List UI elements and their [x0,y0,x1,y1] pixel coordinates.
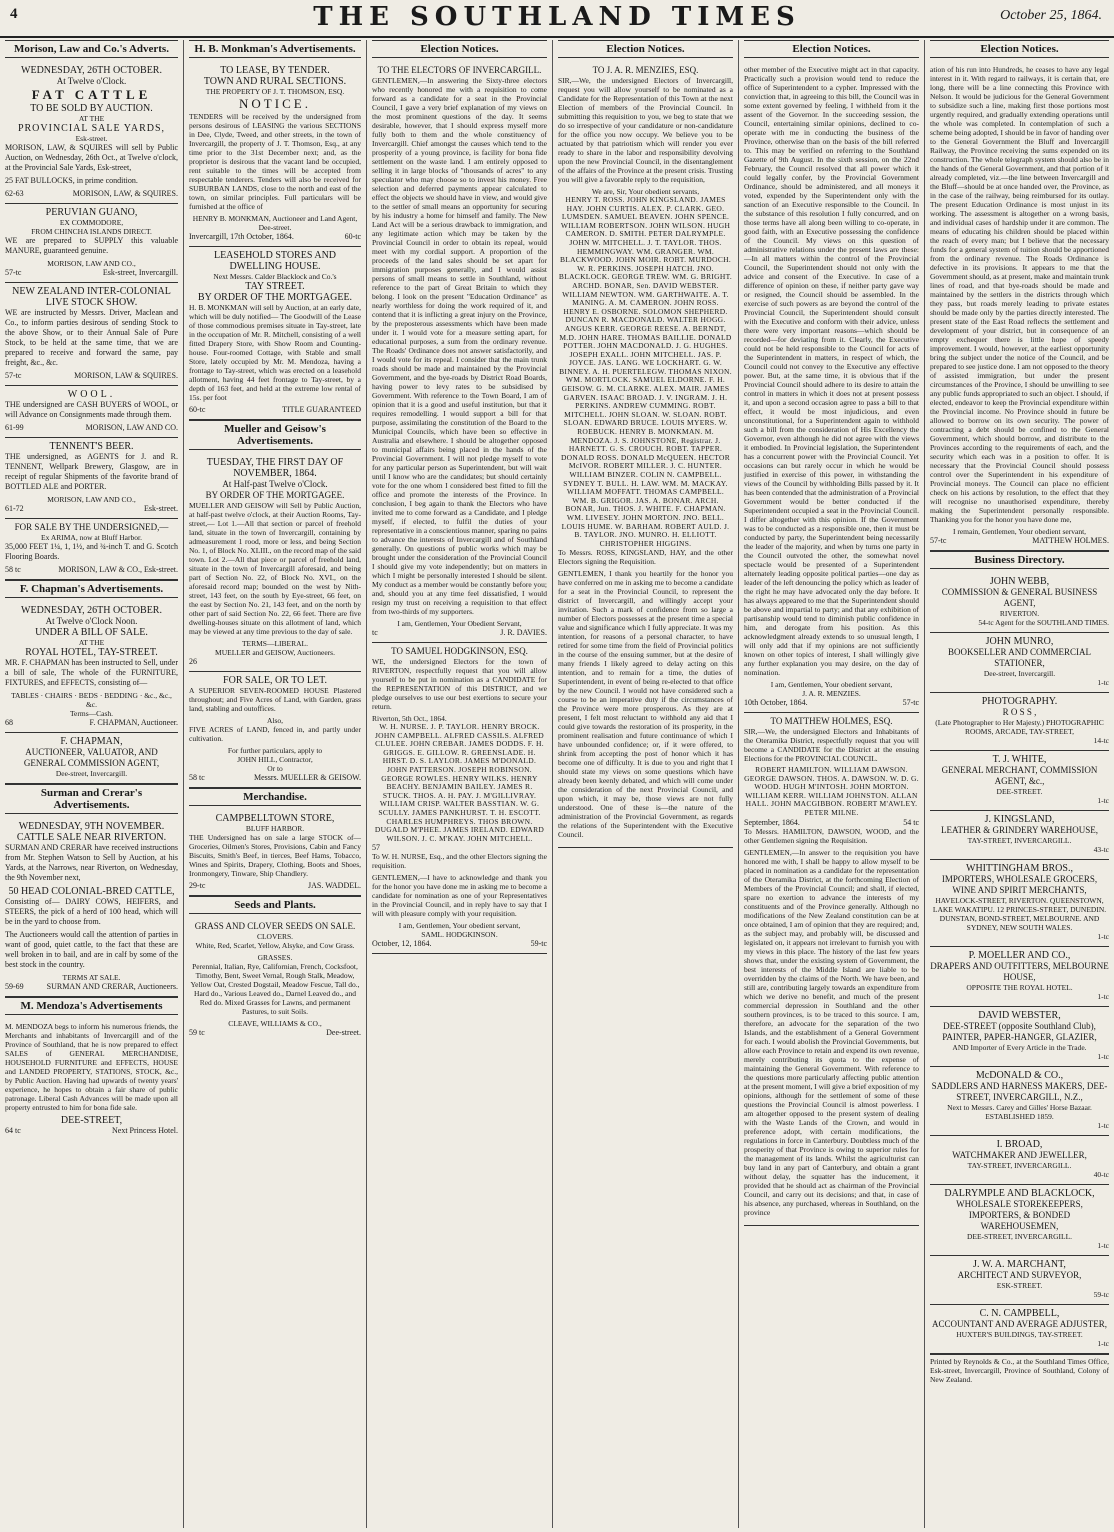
notice-title: TO SAMUEL HODGKINSON, ESQ. [391,646,528,656]
signatory-list: ROBERT HAMILTON. WILLIAM DAWSON. GEORGE DAWSON. THOS. A. DAWSON. W. D. G. WOOD. HUGH M'INTOSH. JOHN MORTON. WILLIAM KERR. WILLIAM JOHNSTON. ALLAN HALL. JOHN MACGIBBON. ROBERT M'AWLEY. PETER MILNE. [744,765,919,817]
advert-ref: 60-tc TITLE GUARANTEED [189,405,361,414]
notice-body: other member of the Executive might act in that capacity. Practically such a provision would tend to reduce the office of Superintendent to a cypher. Impressed with the conviction that, in agreeing to this bill, the Council was in some extent governed by feeling, I withheld from it the assent of the Governor. In the succeeding session, the Council, entertaining similar opinions, declined to co-operate with me in conducting the business of the Province, otherwise than on the basis of the bill referred to. This may be verified on referring to the Southland Gazette of 9th August. In the sixth session, on the 22nd February, the Council resolved that all power which it could legally confer, by the Provincial Government Ordinance, should be administered, and all moneys it voted, expended by the Superintendent only with the sanction of an Executive responsible to the Council. In the substance of this resolution I fully concurred, and on those terms have all along been willing to co-operate, in good faith, with an Executive possessing the confidence of the Council. My views on this question of administrative relations under the present laws are these:—In all matters within the control of the Provincial Council, the Superintendent should not only with the advice and consent of the Executive. In case of a difference of opinion on these, if neither party gave way or resigned, the Council should be assembled. In the exercise of such powers as are beyond the control of the Provincial Council, the Superintendent should consult with the Executive and conform with their advice, unless there were very important reasons—which should be recorded—for deviating from it. Clearly, the Executive could not be held responsible to the Council for acts of the Superintendent in matters, in respect of which, the Council could not convey to the Executive any effective power. But, at the same time, it is obvious that if the Provincial Council should adhere to its desire to attain the control in matters in which it does not at present possess it, and upon a second occasion agree to pass a bill to that effect, it would be most injudicious, and even unconstitutional, for a Superintendent again to withhold such a bill from the consideration of His Excellency the Governor, even although he did not agree with the views it embodied. In Provincial legislation, the Superintendent has a concurrent power with the Provincial Council. Yet occasions can but rarely occur in which he would be justified in exercise of this power, in withstanding the views of the Council by withholding Bills passed by it. It has been contended that the administration of a Provincial Government would be better conducted if the Superintendent occupied a seat in the Provincial Council. I differ altogether with this opinion. If the Government was to be conducted as a responsible one, then it must be conducted by party, the Superintendent being necessarily the leader of the majority, and when by turns one party in the Council outvoted the other, the somewhat novel spectacle would be presented of a Superintendent alternately leading opposite political parties—one day as leader of the left denouncing the policy which as leader of the right he may have advocated only the day before. It has always appeared to me that the Superintendent should be above and impartial to party; and that any exhibition of partisanship would tend to diminish public confidence in him, and derogate from his position. As this acknowledgment already extends to so unusual length, I will only add that if my opinions are not sufficiently known on other topics of interest, I shall willingly give any further explanation you may desire, on the day of nomination. [744,65,919,677]
advert-headline: FAT CATTLE [31,87,152,102]
section-header: Election Notices. [372,40,547,58]
notice-body: SIR,—We, the undersigned Electors of Invercargill, request you will allow yourself to be nominated as a Candidate for the Representation of this Town at the next Election of members of the Provincial Council. In submitting this requisition to you, we beg to state that we do so irrespective of your candidature or non-candidature for the office you now occupy. We believe you to be actuated by that patriotism which will render you ever ready to share in the labor and responsibility devolving upon the new Provincial Council, in the disentanglement of the affairs of the Province at the present crisis. Trusting you will give a favorable reply to the requisition, [558,76,733,184]
notice-signature: 57-tc MATTHEW HOLMES. [930,536,1109,545]
directory-entry [930,860,1109,947]
notice-ref: 57 [372,843,380,853]
entry-name: JOHN WEBB, [989,576,1050,587]
advert-clovers-list: White, Red, Scarlet, Yellow, Alsyke, and Cow Grass. [195,941,355,950]
sale-date: WEDNESDAY, 26TH OCTOBER. [21,65,162,76]
entry-description: DEE-STREET (opposite Southland Club), PAINTER, PAPER-HANGER, GLAZIER, [942,1021,1097,1042]
notice-to: To W. H. NURSE, Esq., and the other Electors signing the requisition. [372,852,547,871]
advert-ref: 64 tc Next Princess Hotel. [5,1126,178,1135]
directory-entry [930,751,1109,811]
column-3 [367,40,553,1528]
entry-description: COMMISSION & GENERAL BUSINESS AGENT, [941,587,1098,608]
advert-ref: 62-63 MORISON, LAW, & SQUIRES. [5,189,178,198]
masthead [0,0,1114,38]
section-header: Mueller and Geisow's Advertisements. [189,420,361,450]
column-6 [925,40,1114,1528]
advert-title: LEASEHOLD STORES AND DWELLING HOUSE. [213,250,337,272]
advert-ref: 59-69 SURMAN AND CRERAR, Auctioneers. [5,982,178,991]
entry-location: AND Importer of Every Article in the Trade. [952,1043,1087,1052]
sale-date: WEDNESDAY, 26TH OCTOBER. [21,605,162,616]
entry-name: WHITTINGHAM BROS., [966,863,1073,874]
section-header: Morison, Law and Co.'s Adverts. [5,40,178,58]
holmes-reply-continued [930,62,1109,551]
notice-close: I am, Gentlemen, Your obedient servant, [398,921,521,931]
advert-body: MUELLER AND GEISOW will Sell by Public Auction, at half-past twelve o'clock, at their Auction Rooms, Tay-street,— Lot 1.—All that section or parcel of freehold land, situate in the town of Invercargill, containing by admeasurement 1 rood, more or less, and being Section No. 1, of Block No. XLIII., on the record map of the said town. Lot 2.—All that piece or parcel of freehold land, situate in the town of Invercargill aforesaid, and being part of Section No. 22, of Block No. XVI., on the aforesaid record map; bounded on the west by Nith-street, 143 feet, on the south by Eye-street, 66 feet, on the east by Section No. 21, 143 feet, and on the north by other part of said Section No. 22, 66 feet. There are five dwelling-houses situate on this allotment of land, which may be viewed at any time previous to the day of sale. [189,501,361,636]
entry-description: ACCOUNTANT AND AVERAGE ADJUSTER, [932,1319,1107,1329]
advert-item: 25 FAT BULLOCKS, in prime condition. [5,176,138,185]
advert-body: A SUPERIOR SEVEN-ROOMED HOUSE Plastered throughout; and Five Acres of Land, with Garden, grass land, stabling and outoffices. [189,686,361,713]
advert-location: Next Messrs. Calder Blacklock and Co.'s [213,272,337,281]
menzies-reply-continued [744,62,919,713]
notice-reply: GENTLEMEN,—In answer to the requisition you have honored me with, I shall be happy to allow myself to be placed in nomination as a candidate for the representation of the Oteramika District, at the forthcoming Election of Members of the Provincial Council; and shall, if elected, spare no exertion to advance the interests of my constituents and of the Province generally. Although no modifications of the New Zealand constitution can be at once obtained, I am of opinion that they are required; and, as the subject may, and probably will, be discussed and legislated on, it appears not irrelevant to furnish you with my views in this place. The history of the last few years shows that, under the existing system of Government, the best interests of the Middle Island are liable to be overridden by the claims of the North. We have been, and still are, contributing largely towards an expenditure from which we derive no benefit, and much of the present commercial depression in Southland and the other southern provinces, is to be traced to this source. I am, therefore, an advocate for the separation of the two Islands, and the establishment of a General Government for each. I would abolish the Provincial Governments, but allow each Province to retain and expend its own revenue, merely contributing its quota to the expense of maintaining the General Government. With reference to the questions more particularly affecting public attention at the present moment, I will give a brief exposition of my opinions, although for the settlement of some of these questions the Provincial Council is almost powerless. I am altogether opposed to the present system of dealing with the Waste Lands of the Crown, and would in preference adopt, with certain modifications, the regulations in force in Canterbury. Doubtless much of the prosperity of that Province is owing to superior rules for the management of its lands. Whilst the agriculturist can buy land in any part of Canterbury, and obtain a grant without delay, the squatter has the inducement, it provided that he should act as chairman of the Provincial Council, and carry out its decisions; and that, in case of his absence, any purchased, whereas in Southland, on the province [744,847,919,1217]
entry-location: Next to Messrs. Carey and Gilles' Horse Bazaar. ESTABLISHED 1859. [947,1103,1092,1121]
column-4 [553,40,739,1528]
advert-consisting: Consisting of— DAIRY COWS, HEIFERS, and STEERS, the pick of a herd of 100 head, which will be in the yard to choose from. [5,897,178,926]
advert-ref: 61-99 MORISON, LAW AND CO. [5,423,178,432]
entry-description: SADDLERS AND HARNESS MAKERS, DEE-STREET, INVERCARGILL, N.Z., [931,1081,1108,1102]
campbelltown-advert [189,810,361,896]
advert-body: M. MENDOZA begs to inform his numerous friends, the Merchants and inhabitants of Invercargill and of the Province of Southland, that he is now prepared to effect SALES of GENERAL MERCHANDISE, HOUSEHOLD FURNITURE and EFFECTS, HOUSE and LANDED PROPERTY, STATIONS, STOCK, &c., by Public Auction. Having had upwards of twenty years' experience, he hopes to obtain a fair share of public patronage. Liberal Cash Advances will be made upon all property entrusted to him for bona fide sale. [5,1022,178,1112]
mueller-geisow-advert [189,454,361,672]
advert-title: CATTLE SALE NEAR RIVERTON. [16,832,167,843]
section-header: Seeds and Plants. [189,896,361,914]
entry-location: DEE-STREET. [996,787,1043,796]
entry-description: WATCHMAKER AND JEWELLER, [952,1150,1087,1160]
advert-name: F. CHAPMAN, [60,736,123,747]
entry-name: DALRYMPLE AND BLACKLOCK, [944,1188,1095,1199]
advert-ref: 59 tc Dee-street. [189,1028,361,1037]
wool-advert [5,386,178,438]
section-header: M. Mendoza's Advertisements [5,997,178,1015]
advert-firm: MORISON, LAW AND CO., [47,259,136,268]
for-sale-advert [189,672,361,788]
advert-ref: 68 F. CHAPMAN, Auctioneer. [5,718,178,727]
advert-body: H. B. MONKMAN will sell by Auction, at an early date, which will be duly notified— The Goodwill of the Lease of those commodious premises situate in Tay-street, late in the occupation of Mr. R. Mitchell, consisting of a well fitted Drapery Store, with Show Room and Counting-house. Four-roomed Cottage, with Stable and small Store, lately occupied by Mr. M. Mendoza, having a frontage to Tay-street, which was erected on a leasehold allotment, having 44 feet frontage to Tay-street, by a depth of 163 feet, and held at the extreme low rental of 15s. per foot [189,303,361,402]
chapman-card [5,733,178,784]
notice-ref: 10th October, 1864. 57-tc [744,698,919,707]
advert-body: THE undersigned are CASH BUYERS of WOOL, or will Advance on Consignments made through them. [5,400,178,419]
advert-venue: PROVINCIAL SALE YARDS, [17,123,166,134]
section-header: H. B. Monkman's Advertisements. [189,40,361,58]
notice-close: I am, Gentlemen, Your obedient servant, [770,680,893,689]
section-header: Election Notices. [558,40,733,58]
advert-order: BY ORDER OF THE MORTGAGEE. [205,490,345,500]
sale-time: At Twelve o'Clock. [56,76,127,86]
advert-ref: 57-tc Esk-street, Invercargill. [5,268,178,277]
seeds-advert [189,918,361,1042]
notice-body: ation of his run into Hundreds, he ceases to have any legal interest in it. With regard to railways, it is certain that, ere long, there will be a line connecting this Province with Nelson. It would be judicious for the General Government to subsidize such a line, making first those portions most urgently required, and gradually extending operations until the whole was completed. In contemplation of such a scheme being adopted, I should be in favor of handing over to the General Government the Bluff and Invercargill Railway, the Province receiving the sums expended on its construction. The whole telegraph system should also be in the hands of the General Government, and that portion of it already completed, viz.—the line between Invercargill and the Bluff—should be at once handed over, the Province, as in the case of the railway, being reimbursed for its outlay. The present Education Ordinance is most unjust in its working. The assessment is altogether on a wrong basis, and individual cases of hardship under it are common. The means of educating his children should be placed within the reach of every man; but I believe that the necessary funds for a general system of tuition should be apportioned from the ordinary revenue. The Roads Ordinance is defective in its provisions. It appears to me that the Government should, as at present, make and maintain trunk lines of road, and that bye-roads should be made and maintained by the settlers in the districts through which they pass, but roads merely leading to private estates should be made only by the parties directly interested. The present state of the East Road reflects the settlement and development of your district, but in consequence of an empty exchequer there is little hope of speedy improvement. I would, however, at the earliest opportunity bring the subject under the notice of the Council, and be prepared to see justice done. I am not opposed to the theory of assisted immigration, but under the present circumstances of the Province, I should be unwilling to see any public funds appropriated to such an object. I should, if elected, endeavor to keep the Provincial expenditure within the Provincial income. No Province should in future be allowed to borrow on its own security. The power of contracting a debt should be confined to the General Government, which should borrow, and distribute to the Provinces according to the requirements of each, and the security which each was in a position to offer. It is necessary that the Provincial Council should possess control over the Superintendent in his expenditure of Provincial moneys. The Council can place no efficient check on his actions by resolution, to the effect that they will recognise no unauthorised expenditure, thereby making the Superintendent personally responsible. Thanking you for the honor you have done me, [930,65,1109,524]
page-number: 4 [10,6,18,22]
column-5 [739,40,925,1528]
advert-signature: HENRY B. MONKMAN, Auctioneer and Land Agent, Dee-street. [192,214,358,232]
entry-name: DAVID WEBSTER, [978,1010,1061,1021]
advert-clovers: CLOVERS. [256,932,294,941]
fat-cattle-advert [5,62,178,204]
advert-address: DEE-STREET, [60,1115,123,1126]
advert-apply: For further particulars, apply to [227,746,323,755]
advert-origin: FROM CHINCHA ISLANDS DIRECT. [31,227,152,236]
directory-entry [930,633,1109,693]
notice-ref: October, 12, 1864. 59-tc [372,939,547,949]
notice-signature: tc J. R. DAVIES. [372,628,547,637]
entry-ref: 43-tc [1093,845,1109,854]
entry-ref: 1-tc [1097,932,1109,941]
advert-subhead: TOWN AND RURAL SECTIONS. [203,76,347,87]
advert-title: AUCTIONEER, VALUATOR, AND GENERAL COMMISSION AGENT, [23,747,160,768]
entry-name: I. BROAD, [996,1139,1043,1150]
advert-body: TENDERS will be received by the undersigned from persons desirous of LEASING the various SECTIONS in Dee, Clyde, Tweed, and other streets, in the town of Invercargill, the property of J. T. Thomson, Esq., at any time prior to the 31st December next; and, as the proprietor is desirous that the vacant land be occupied, rent suitable to the times will be accepted from respectable tenderers. Tenders will also be received for SUBURBAN LANDS, close to the north and east of the town, on similar principles. Full particulars will be furnished at the office of [189,112,361,211]
directory-entry [930,1007,1109,1067]
entry-location: TAY-STREET, INVERCARGILL. [967,836,1072,845]
business-directory [930,573,1109,1354]
surman-advert [5,818,178,997]
advert-acres: FIVE ACRES of LAND, fenced in, and partly under cultivation. [189,725,361,743]
holmes-requisition [744,713,919,1226]
entry-ref: 54-tc Agent for the SOUTHLAND TIMES. [978,618,1109,627]
notice-reply: GENTLEMEN,—I have to acknowledge and thank you for the honor you have done me in asking me to become a candidate for nomination as one of your Representatives in the Provincial Council, and in reply have to say that I will with pleasure comply with your requisition. [372,873,547,919]
entry-name: McDONALD & CO., [975,1070,1064,1081]
entry-name: J. W. A. MARCHANT, [973,1259,1066,1270]
advert-terms: TERMS AT SALE. [62,973,121,982]
advert-subhead: EX COMMODORE, [59,218,124,227]
advert-terms: Terms—Cash. [69,709,113,718]
entry-ref: 1-tc [1097,992,1109,1001]
directory-entry [930,811,1109,860]
entry-description: DRAPERS AND OUTFITTERS, MELBOURNE HOUSE, [930,961,1109,982]
advert-ref: 29-tc JAS. WADDEL. [189,881,361,890]
notice-title: TO J. A. R. MENZIES, ESQ. [592,65,699,75]
advert-items: TABLES · CHAIRS · BEDS · BEDDING · &c., &c., &c. [11,691,172,709]
entry-location: HUXTER'S BUILDINGS, TAY-STREET. [956,1330,1083,1339]
sale-date: WEDNESDAY, 9TH NOVEMBER. [18,821,165,832]
section-header: Surman and Crerar's Advertisements. [5,784,178,814]
advert-title: FOR SALE BY THE UNDERSIGNED,— [14,522,169,532]
livestock-show-advert [5,283,178,386]
advert-body: WE are prepared to SUPPLY this valuable MANURE, guaranteed genuine. [5,236,178,255]
entry-description: IMPORTERS, WHOLESALE GROCERS, WINE AND SPIRIT MERCHANTS, [941,874,1098,895]
entry-location: ESK-STREET. [996,1281,1043,1290]
section-header: F. Chapman's Advertisements. [5,580,178,598]
entry-description: ARCHITECT AND SURVEYOR, [957,1270,1082,1280]
advert-body: THE undersigned, as AGENTS for J. and R. TENNENT, Wellpark Brewery, Glasgow, are in receipt of regular Shipments of the favorite brand of BOTTLED ALE and PORTER. [5,452,178,491]
advert-body: THE Undersigned has on sale a large STOCK of— Groceries, Oilmen's Stores, Provisions, Cabin and Fancy Biscuits, Smith's Beef, in tierces, Beef Hams, Tobacco, Wines and Spirits, Drapery, Clothing, Boots and Shoes, Ironmongery, Tinware, Ship Chandlery. [189,833,361,878]
entry-ref: 1-tc [1097,1121,1109,1130]
advert-subhead: Ex ARIMA, now at Bluff Harbor. [41,533,142,542]
notice-signature: SAML. HODGKINSON. [421,930,498,940]
section-header: Election Notices. [930,40,1109,58]
entry-name: JOHN MUNRO, [985,636,1054,647]
signatory-list: W. H. NURSE. J. P. TAYLOR. HENRY BROCK. JOHN CAMPBELL. ALFRED CASSILS. ALFRED CLULEE. JOHN CREBAR. JAMES DODDS. F. H. GRIGGS. E. GILLOW. R. GREENSLADE. H. HIRST. D. S. LAYLOR. JAMES M'DONALD. JOHN PATTERSON. JOSEPH ROBINSON. GEORGE ROWLES. HENRY WILKS. HENRY BEACHY. BENJAMIN BAILEY. JAMES R. STUCK. THOS. A. H. PAY. J. M'GILLIVRAY. WILLIAM CRISP. WALTER BASSTIAN. W. G. SCULLY. JAMES PANKHURST. T. H. ESCOTT. CHARLES HUMPHREYS. THOS BROWN. DUGALD M'PHEE. JAMES IRELAND. EDWARD WILSON. J. C. M'KAY. JOHN MITCHELL. [374,722,545,843]
entry-name: PHOTOGRAPHY. [981,696,1058,707]
directory-entry [930,1067,1109,1136]
advert-street: TAY STREET. [245,281,305,292]
entry-ref: 1-tc [1097,1241,1109,1250]
entry-description: LEATHER & GRINDERY WAREHOUSE, [941,825,1098,835]
advert-title: TENNENT'S BEER. [49,441,134,452]
advert-firm: MORISON, LAW AND CO., [47,495,136,504]
advert-ref: 57-tc MORISON, LAW & SQUIRES. [5,371,178,380]
signatory-list: HENRY T. ROSS. JOHN KINGSLAND. JAMES HAY. JOHN CURTIS. ALEX. P. CLARK. GEO. LUMSDEN. SAMUEL BEAVEN. JOHN SPENCE. WILLIAM ROBERTSON. JOHN WILSON. HUGH CAMERON. D. SMITH. PETER DALRYMPLE. JOHN W. MITCHELL. J. T. TAYLOR. THOS. HEMMINGWAY. WM. GRANGER. WM. BLACKWOOD. JOHN MOIR. ROBT. MURDOCH. W. R. PERKINS. JOSEPH HATCH. JNO. BLACKLOCK. GEORGE TREW. WM. G. BRIGHT. ARCHD. BONAR, Sen. DAVID WEBSTER. WILLIAM NEWTON. WM. GARTHWAITE. A. T. MANING. A. M. CAMERON. JOHN ROSS. HENRY E. OSBORNE. SOLOMON SHEPHERD. DUNCAN R. MACDONALD. WALTER HOGG. ANGUS KERR. GEORGE REESE. A. BERNDT, M.D. JOHN HARE. THOMAS BAILLIE. DONALD POTTER. JOHN MACDONALD. J. G. HUGHES. JOSEPH EXALL. JOHN MITCHELL. JAS. P. JOYCE. JAS. LANG. WE LOCKHART. G. W. BINNEY. A. H. PUERTELEGW. THOMAS NIXON. WM. MORTLOCK. SAMUEL ELDORNE. F. H. GEISOW. G. M. CLARKE. ALEX. MAIR. JAMES GARVEN. ISAAC BROAD. J. V. INGRAM. J. H. PERKINS. ANDREW CUMMING. ROBT. MITCHELL. JOHN SLOAN. W. SLOAN. ROBT. SLOAN. EDWARD BRUCE. LOUIS MYERS. W. ROEBUCK. HENRY B. MONKMAN. M. MENDOZA. J. S. JOHNSTONE, Registrar. J. HARNETT. G. S. CROUCH. ROBT. TAPPER. DONALD ROSS. DONALD McQUEEN. HECTOR McIVOR. ROBERT MILLER. J. C. HUNTER. WILLIAM BINZER. COLIN N. CAMPBELL. SYDNEY T. BULL. H. LAW. WM. M. MACKAY. WILLIAM MOFFATT. THOMAS CAMPBELL. WM. B. GRIGOR. JAS. A. BONAR. ARCH. BONAR, Jun. THOS. J. WHITE. F. CHAPMAN. WM. LIVESEY. JOHN MORTON. JNO. BELL. LOUIS HUME. W. BARHAM. ROBERT AULD. J. B. TAYLOR. JNO. MUNRO. H. ELLIOTT. CHRISTOPHER HIGGINS. [558,195,733,548]
advert-firm: CLEAVE, WILLIAMS & CO., [228,1019,322,1028]
entry-ref: 1-tc [1097,678,1109,687]
directory-entry [930,1256,1109,1305]
leasehold-advert [189,247,361,420]
imprint: Printed by Reynolds & Co., at the Southland Times Office, Esk-street, Invercargill, Province of Southland, Colony of New Zealand. [930,1354,1109,1384]
notice-signature: J. A. R. MENZIES. [802,689,861,698]
advert-at: AT THE [78,114,105,123]
advert-subhead: BLUFF HARBOR. [245,824,305,833]
publication-date: October 25, 1864. [1000,8,1102,23]
advert-property: THE PROPERTY OF J. T. THOMSON, ESQ. [205,87,345,96]
advert-at: AT THE [78,638,105,647]
entry-ref: 59-tc [1093,1290,1109,1299]
entry-location: (Late Photographer to Her Majesty.) PHOTOGRAPHIC ROOMS, ARCADE, TAY-STREET, [935,718,1104,736]
advert-grasses: GRASSES. [257,953,293,962]
notice-body: WE, the undersigned Electors for the town of RIVERTON, respectfully request that you will allow yourself to be put in nomination as a CANDIDATE for the REPRESENTATION of this DISTRICT, and we pledge ourselves to use our best exertions to secure your return. [372,657,547,711]
newspaper-title: THE SOUTHLAND TIMES [313,2,801,32]
advert-ref: 26 [189,657,197,666]
advert-address: Dee-street, Invercargill. [55,769,128,778]
entry-ref: 1-tc [1097,1339,1109,1348]
entry-ref: 1-tc [1097,796,1109,805]
advert-body: MR. F. CHAPMAN has been instructed to Sell, under a bill of sale, The whole of the FURNITURE, FIXTURES, and EFFECTS, consisting of— [5,658,178,687]
mendoza-advert [5,1019,178,1140]
entry-name: P. MOELLER AND CO., [968,950,1071,961]
sale-time: At Twelve o'Clock Noon. [45,616,138,626]
section-header: Election Notices. [744,40,919,58]
advert-title: WOOL. [67,389,116,400]
chapman-advert [5,602,178,733]
entry-name: T. J. WHITE, [992,754,1047,765]
directory-entry [930,1185,1109,1256]
notice-reply: GENTLEMEN, I thank you heartily for the honor you have conferred on me in asking me to become a candidate for a seat in the Provincial Council, to represent the district of Invercargill, and willingly accept your invitation. Such a mark of confidence from so large a number of Electors possesses at the present time a special value and significance which I fully appreciate. It was my intention, for reasons of a personal character, to have retired for some time from the field of Provincial politics in the course of the ensuing summer, but at the desire of many friends I likely agreed to delay acting on this intention, and to remain for a time, the duties of Superintendent, in event of being re-elected to that office by the new Council. I would not have considered such a course to be an imperative duty if the circumstances of the Province were more prosperous. As they are at present, I felt most reluctant to withhold any aid that I could give towards the restoration of its prosperity, in the prominent realisation and future continuance of which I have unbounded confidence; or, if it were offered, to shrink from accepting the post of honor which it has become one of difficulty. It is due to you and right that I should state my views on some questions which have already been keenly debated, and which will come under the consideration of the next Provincial Council, and upon which, it may be, those views are not fully understood. One of these is—the nature of the administration of the Provincial Government, as regards the relations of the Superintendent with the Executive Council. [558,569,733,840]
entry-ref: 40-tc [1093,1170,1109,1179]
advert-title: CAMPBELLTOWN STORE, [215,813,335,824]
advert-terms: TERMS—LIBERAL. [241,639,309,648]
notice-ref: September, 1864. 54 tc [744,817,919,827]
entry-description: R O S S , [1002,707,1037,717]
advert-body: 35,000 FEET 1¼, 1, 1½, and ¾-inch T. and G. Scotch Flooring Boards. [5,542,178,561]
advert-title: FOR SALE, OR TO LET. [223,675,327,686]
advert-body: WE are instructed by Messrs. Driver, Maclean and Co., to inform parties desirous of sending Stock to the above Show, or to their Annual Sale of Pure Stock, to be held at the same time, that we are prepared to receive and forward the same, pay freight, &c., &c. [5,308,178,367]
advert-ref: Invercargill, 17th October, 1864. 60-tc [189,232,361,241]
guano-advert [5,204,178,283]
entry-location: TAY-STREET, INVERCARGILL. [967,1161,1072,1170]
advert-title: NEW ZEALAND INTER-COLONIAL LIVE STOCK SHOW. [12,286,171,308]
lease-advert [189,62,361,247]
advert-title: PERUVIAN GUANO, [45,207,138,218]
notice-to: To Messrs. ROSS, KINGSLAND, HAY, and the other Electors signing the Requisition. [558,548,733,567]
directory-entry [930,1305,1109,1354]
advert-body: SURMAN AND CRERAR have received instructions from Mr. Stephen Watson to Sell by Auction, at his Yards, at the Narrows, near Riverton, on Wednesday, the 9th November next, [5,843,178,882]
advert-order: BY ORDER OF THE MORTGAGEE. [197,292,353,303]
directory-entry [930,573,1109,633]
advert-ref: 58 tc MORISON, LAW & CO., Esk-street. [5,565,178,574]
beer-advert [5,438,178,519]
column-1 [0,40,184,1528]
advert-notice: NOTICE. [239,96,311,111]
hodgkinson-requisition [372,643,547,954]
advert-note: The Auctioneers would call the attention of parties in want of good, quiet cattle, to the fact that these are well broken in to bail, and are in calf by some of the best stock in the country. [5,930,178,969]
section-header: Merchandise. [189,788,361,806]
advert-body: MORISON, LAW, & SQUIRES will sell by Public Auction, on Wednesday, 26th Oct., at Twelve o'clock, at the Provincial Sale Yards, Esk-street, [5,143,178,172]
advert-title: UNDER A BILL OF SALE. [35,627,148,638]
notice-to: To Messrs. HAMILTON, DAWSON, WOOD, and the other Gentlemen signing the Requisition. [744,826,919,845]
entry-description: WHOLESALE STOREKEEPERS, IMPORTERS, & BONDED WAREHOUSEMEN, [956,1199,1083,1231]
entry-name: J. KINGSLAND, [984,814,1055,825]
directory-entry [930,1136,1109,1185]
directory-entry [930,693,1109,751]
menzies-requisition [558,62,733,848]
entry-name: C. N. CAMPBELL, [979,1308,1060,1319]
notice-body: GENTLEMEN,—In answering the Sixty-three electors who recently honored me with a requisition to come forward as a candidate for a seat in the Provincial Council, I gave a very brief explanation of my views on the most prominent questions of the day. It seems desirable, however, that I should express myself more fully both to them and the whole constituency of Invercargill. Chief amongst the causes which tend to the prosperity of a young province, is facility for bona fide settlement on the waste land. I am entirely opposed to selling it in large blocks of "thousands of acres" to any speculator who may choose so to invest his money. Free selection and deferred payments appear calculated to effect the objects we should have in view, and would give to the settler of small means an opportunity for securing by his industry a home for himself and family. The New Land Act will be a serious drawback to immigration, and any legitimate action which may be taken by the Provincial Council in order to obtain its repeal, would meet with my cordial support. A proportion of the proceeds of the land sales should be set apart for immigration purposes generally, and I would assist persons of small means to settle in Southland, without reference to the part of Great Britain to which they belong. I look on the present "Education Ordinance" as nearly worthless for doing the work required of it, and contend that it is inflicting a great injury on the Province, by the preposterous assessments which have been made under it. I would vote for a measure setting apart, for educational purposes, a sum from the ordinary revenue. The Roads' Ordinance does not answer satisfactorily, and I would vote for its repeal. I consider that the main trunk roads should be made and maintained by the Provincial Government, and the bye-roads by District Road Boards, having power to levy rates to be subsidised by Government. With reference to the Town Board, I am of opinion that it is a good and useful institution, but that it requires remodelling. I would support a bill for that purpose, assimilating the constitution of the Board to the Municipal Councils, which have been so effective in Australia and elsewhere. I should be altogether opposed to municipal affairs being placed in the hands of the Provincial Government. I will not pledge myself to vote for any particular person as Superintendent, but will wait until I know who are the candidates; but should certainly vote for the one whom I considered best fitted to fill the office and promote the interests of the Province. In conclusion, I beg again to thank the Electors who have invited me to come forward as a Candidate, and I pledge myself, if elected, to fulfil the duties of your representative in a conscientious manner, sparing no pains to advance the interests of Invercargill and of Southland generally. On questions of public works which may be brought under the consideration of the Provincial Council I should give my vote independently; but on matters in which I might be personally interested I should be silent. My conduct as a member would be constantly before you; and, should you at any time feel dissatisfied, I would resign my trust on receiving a requisition to that effect from two-thirds of my supporters. [372,76,547,616]
entry-location: Dee-street, Invercargill. [983,669,1056,678]
entry-description: BOOKSELLER AND COMMERCIAL STATIONER, [947,647,1091,668]
entry-description: GENERAL MERCHANT, COMMISSION AGENT, &c., [941,765,1098,786]
entry-location: OPPOSITE THE ROYAL HOTEL. [966,983,1073,992]
notice-close: I am, Gentlemen, Your Obedient Servant, [397,619,522,628]
advert-ref: 61-72 Esk-street. [5,504,178,513]
notice-date: Riverton, 5th Oct., 1864. [372,714,447,723]
advert-name: JOHN HILL, Contractor, [237,755,313,764]
advert-grasses-list: Perennial, Italian, Rye, Californian, French, Cocksfoot, Timothy, Bent, Sweet Vernal, Rough Stalk, Meadow, Yellow Oat, Crested Dogstail, Meadow Fescue, Tall do., Hard do., Various Leaved do., Darnel Leaved do., and Red do. Mixed Grasses for Lawns, and permanent Pastures, to suit Soils. [190,962,360,1016]
sale-date: TUESDAY, THE FIRST DAY OF NOVEMBER, 1864. [206,457,344,479]
advert-title: TO LEASE, BY TENDER. [220,65,330,76]
entry-ref: 1-tc [1097,1052,1109,1061]
column-2 [184,40,367,1528]
section-header: Business Directory. [930,551,1109,569]
advert-venue-street: Esk-street. [75,134,108,143]
entry-ref: 14-tc [1093,736,1109,745]
advert-title: GRASS AND CLOVER SEEDS ON SALE. [194,921,356,931]
entry-location: DEE-STREET, INVERCARGILL. [966,1232,1073,1241]
notice-title: TO MATTHEW HOLMES, ESQ. [770,716,893,726]
entry-location: HAVELOCK-STREET, RIVERTON. QUEENSTOWN, LAKE WAKATIPU. 12 PRINCES-STREET, DUNEDIN. DUNSTAN, BOND-STREET, MELBOURNE. AND SYDNEY, NEW SOUTH WALES. [932,896,1107,932]
notice-close: I remain, Gentlemen, Your obedient servant, [952,527,1087,536]
sale-time: At Half-past Twelve o'Clock. [222,479,328,489]
entry-location: RIVERTON. [999,609,1040,618]
notice-body: SIR,—We, the undersigned Electors and Inhabitants of the Oteramika District, respectfully request that you will become a CANDIDATE for the District at the ensuing Elections for the PROVINCIAL COUNCIL. [744,727,919,763]
notice-close: We are, Sir, Your obedient servants, [591,187,700,196]
notice-title: TO THE ELECTORS OF INVERCARGILL. [377,65,542,75]
advert-firm: MUELLER and GEISOW, Auctioneers. [215,648,335,657]
advert-item: 50 HEAD COLONIAL-BRED CATTLE, [8,886,175,897]
directory-entry [930,947,1109,1007]
advert-ref: 58 tc Messrs. MUELLER & GEISOW. [189,773,361,782]
advert-subhead: TO BE SOLD BY AUCTION. [30,103,153,114]
advert-venue: ROYAL HOTEL, TAY-STREET. [25,647,158,658]
davies-address [372,62,547,643]
advert-also: Also, [266,716,284,725]
flooring-advert [5,519,178,580]
advert-or: Or to [267,764,283,773]
